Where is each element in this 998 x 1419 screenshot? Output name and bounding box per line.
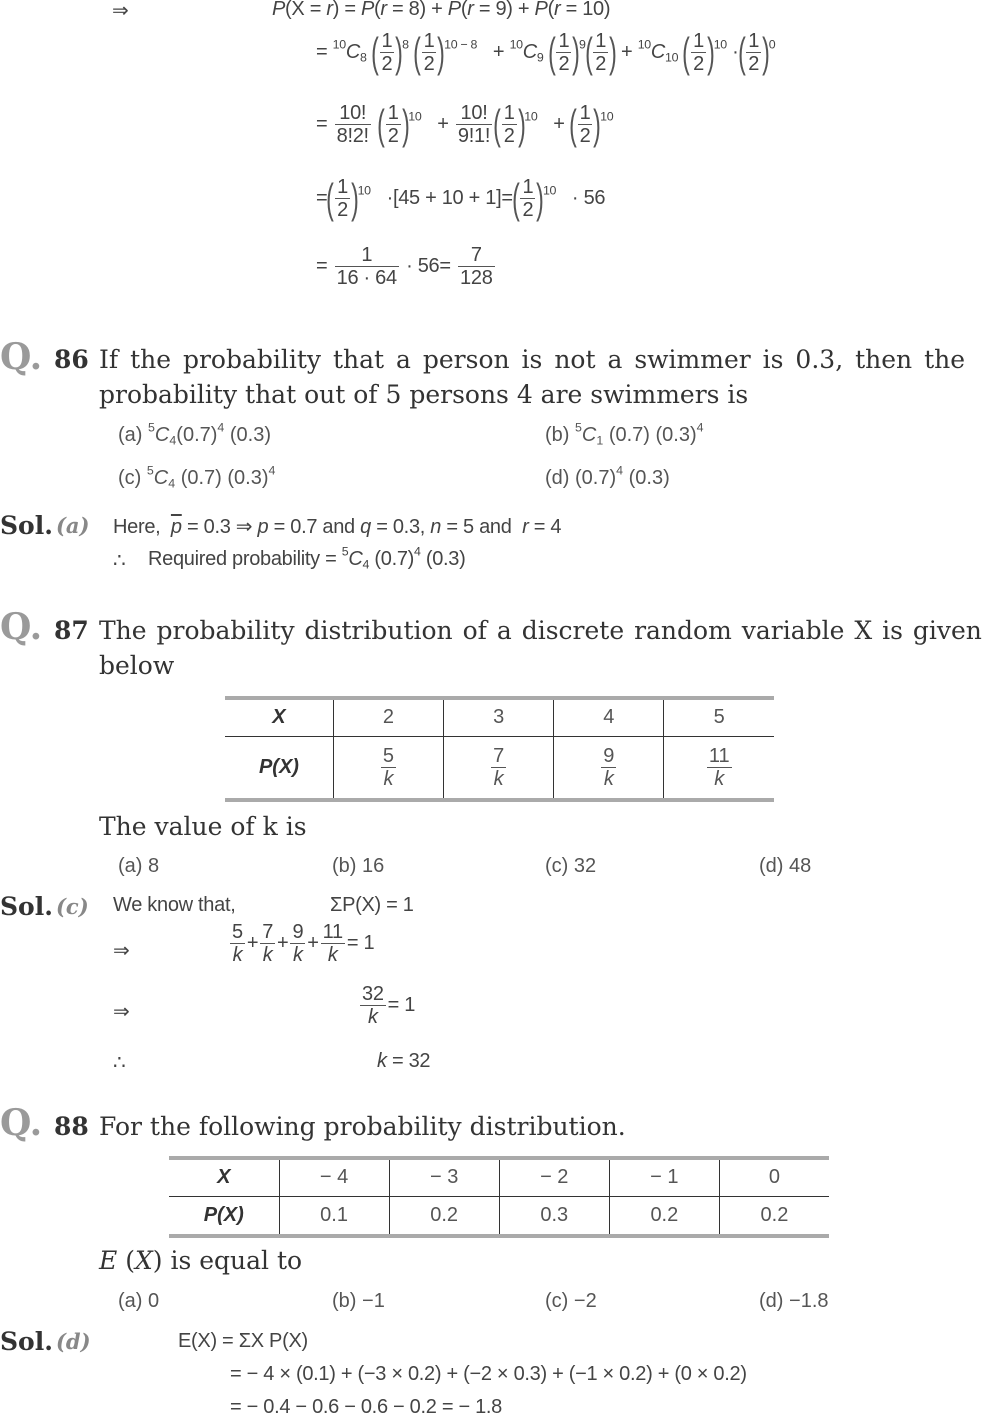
solution-label: Sol.: [0, 1327, 53, 1356]
solution-line-1-lhs: We know that,: [113, 894, 236, 916]
solution-answer: (c): [56, 894, 89, 919]
option-c[interactable]: (c) $^5C_4$ (0.7) $(0.3)^4$: [118, 463, 276, 491]
option-d[interactable]: (d) $(0.7)^4$ (0.3): [545, 463, 670, 489]
q-marker: Q.: [0, 1102, 43, 1144]
solution-line-4: k = 32: [377, 1050, 431, 1072]
implies-arrow: ⇒: [112, 0, 129, 22]
math-line-5: = $\frac{1}{16 \cdot 64}$ · 56= $\frac{7}{128}$: [316, 244, 493, 289]
math-line-3: = $\frac{10!}{8!2!}$ ( $\frac{1}{2}$ )$^{10}$ + $\frac{10!}{9!1!}$ ( $\frac{1}{2}$ )$^{10}$ + ( $\frac{1}{2}$ )$^{10}$: [316, 100, 614, 148]
question-text-line-1: If the probability that a person is not a swimmer is 0.3, then the: [99, 345, 966, 374]
q-marker: Q.: [0, 606, 43, 648]
option-a[interactable]: (a) $^5C_4(0.7)^4$ (0.3): [118, 420, 271, 448]
question-prompt: E (X) is equal to: [99, 1246, 303, 1275]
solution-line-2: Required probability = $^5C_4$ $(0.7)^4$ (0.3): [148, 544, 466, 572]
distribution-table: [225, 696, 774, 802]
question-text-line-1: The probability distribution of a discrete random variable X is given: [99, 616, 982, 645]
question-number: 88: [54, 1112, 89, 1141]
math-line-2: = $^{10}C_8$ ( $\frac{1}{2}$ )$^8$ ( $\frac{1}{2}$ )$^{10 - 8}$ + $^{10}C_9$ ( $\frac{1}{2}$ )$^9$( $\frac{1}{2}$ ) + $^{10}C_{10}$ ( $\frac{1}{2}$ )$^{10}$ ·( $\frac{1}{2}$ )$^0$: [316, 28, 776, 76]
solution-label: Sol.: [0, 511, 53, 540]
question-text-line-2: below: [99, 651, 175, 680]
option-b[interactable]: (b) $^5C_1$ (0.7) $(0.3)^4$: [545, 420, 704, 448]
math-line-4: =( $\frac{1}{2}$ )$^{10}$ ·[45 + 10 + 1]=( $\frac{1}{2}$ )$^{10}$ · 56: [316, 174, 606, 222]
question-number: 86: [54, 345, 89, 374]
table-row: P(X) 0.1 0.2 0.3 0.2 0.2: [169, 1196, 829, 1236]
math-line-1-lhs: P(X = r) = P(r = 8) + P(r = 9) + P(r = 10): [272, 0, 611, 20]
implies-arrow: ⇒: [113, 1001, 130, 1023]
option-d[interactable]: (d) −1.8: [759, 1290, 829, 1312]
solution-line-3: = − 0.4 − 0.6 − 0.6 − 0.2 = − 1.8: [230, 1396, 502, 1418]
solution-answer: (a): [56, 513, 90, 538]
question-number: 87: [54, 616, 89, 645]
table-row: X − 4 − 3 − 2 − 1 0: [169, 1158, 829, 1196]
implies-arrow: ⇒: [113, 940, 130, 962]
option-c[interactable]: (c) −2: [545, 1290, 597, 1312]
question-prompt: The value of k is: [99, 812, 307, 841]
distribution-table: [169, 1156, 829, 1238]
therefore-symbol: ∴: [113, 1052, 126, 1074]
solution-line-1: E(X) = ΣX P(X): [178, 1330, 308, 1352]
question-text-line-2: probability that out of 5 persons 4 are swimmers is: [99, 380, 749, 409]
solution-answer: (d): [56, 1329, 91, 1354]
therefore-symbol: ∴: [113, 550, 126, 572]
option-d[interactable]: (d) 48: [759, 855, 812, 877]
option-c[interactable]: (c) 32: [545, 855, 597, 877]
option-a[interactable]: (a) 0: [118, 1290, 160, 1312]
solution-line-2: $\frac{5}{k}$ + $\frac{7}{k}$ + $\frac{9}{k}$ + $\frac{11}{k}$ = 1: [232, 921, 375, 966]
option-b[interactable]: (b) 16: [332, 855, 385, 877]
solution-line-2: = − 4 × (0.1) + (−3 × 0.2) + (−2 × 0.3) + (−1 × 0.2) + (0 × 0.2): [230, 1363, 747, 1385]
solution-line-1: Here, $\overline{p} = 0.3$ ⇒ p = 0.7 and q = 0.3, n = 5 and r = 4: [113, 516, 562, 538]
q-marker: Q.: [0, 336, 43, 378]
solution-line-1-rhs: ΣP(X) = 1: [330, 894, 414, 916]
question-text-line-1: For the following probability distribution.: [99, 1112, 626, 1141]
option-a[interactable]: (a) 8: [118, 855, 160, 877]
solution-label: Sol.: [0, 892, 53, 921]
table-row: X 2 3 4 5: [225, 698, 774, 736]
option-b[interactable]: (b) −1: [332, 1290, 385, 1312]
table-row: P(X) $\frac{5}{k}$ $\frac{7}{k}$ $\frac{9}{k}$ $\frac{11}{k}$: [225, 736, 774, 800]
solution-line-3: $\frac{32}{k}$ = 1: [362, 983, 416, 1028]
